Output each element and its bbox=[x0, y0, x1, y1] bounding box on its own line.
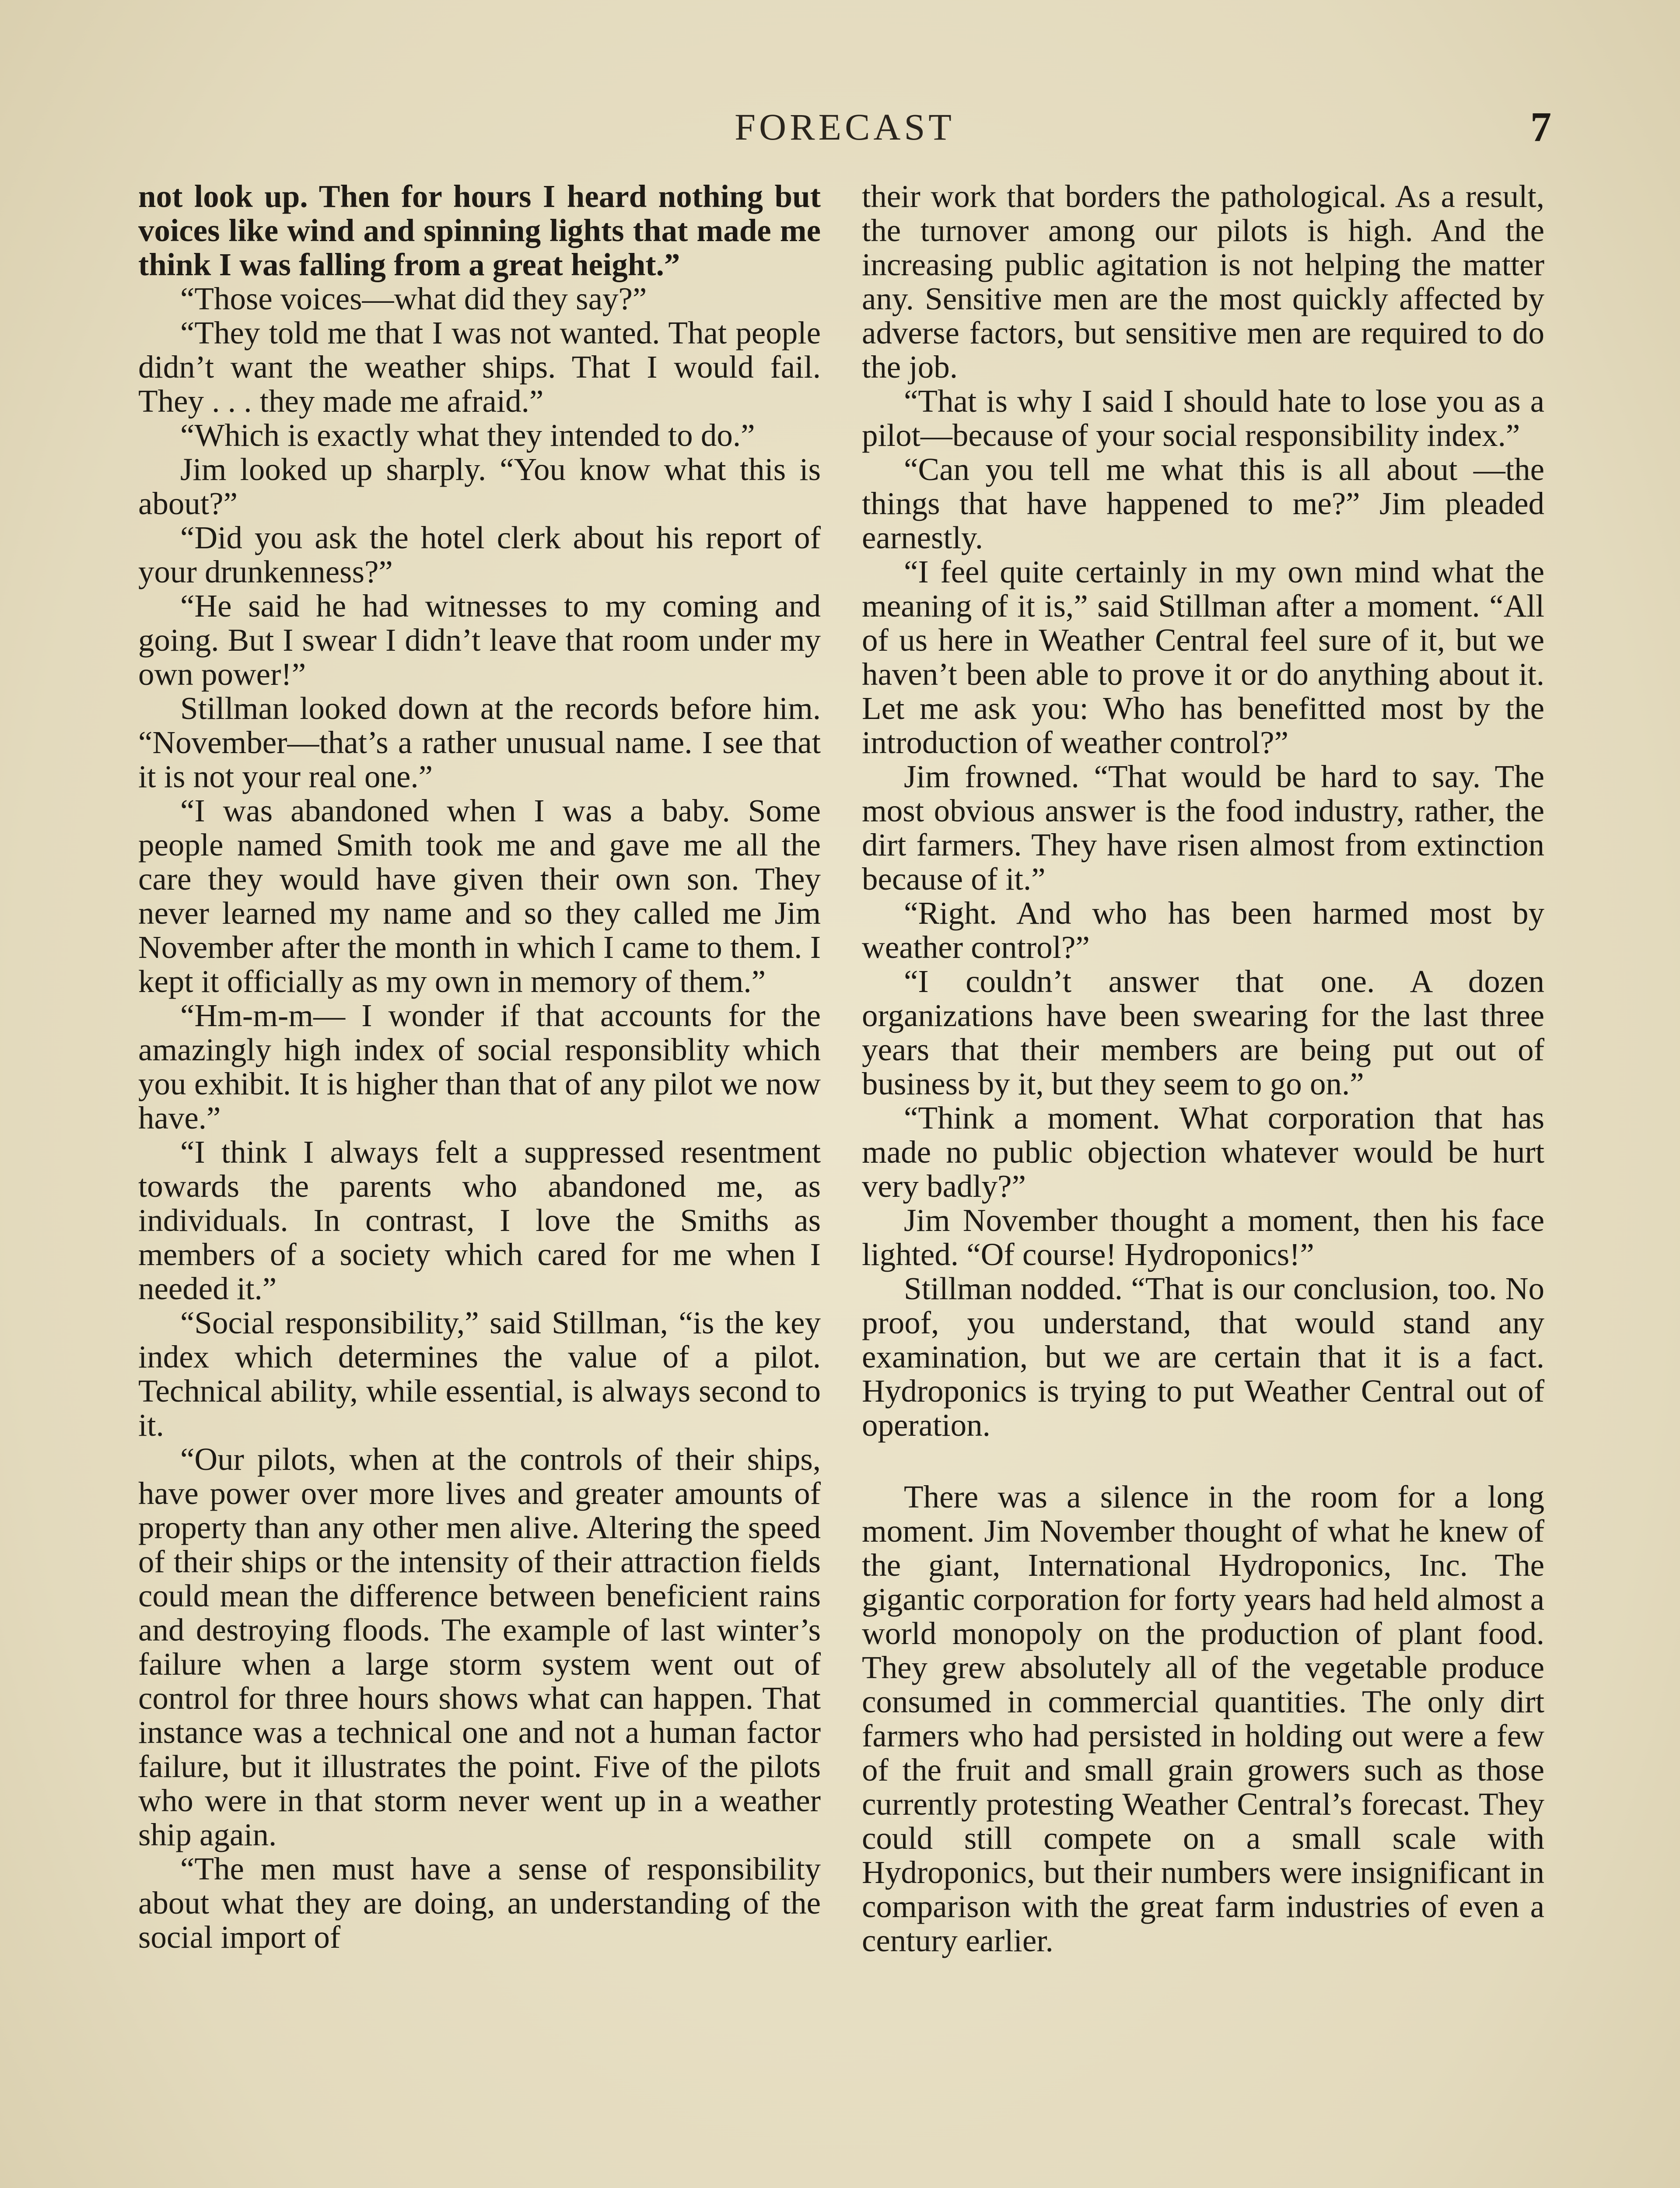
paragraph: Stillman nodded. “That is our conclusion, too. No proof, you understand, that would stand any examination, but we are certain that it is a fact. Hydroponics is trying to put Weather Central out of operation. bbox=[862, 1271, 1544, 1443]
left-text-column bbox=[138, 179, 821, 1954]
paragraph: Jim frowned. “That would be hard to say. The most obvious answer is the food industry, rather, the dirt farmers. They have risen almost from extinction because of it.” bbox=[862, 759, 1544, 897]
paragraph: “Did you ask the hotel clerk about his report of your drunkenness?” bbox=[138, 520, 821, 589]
paragraph: “Social responsibility,” said Stillman, “is the key index which determines the value of a pilot. Technical ability, while essential, is always second to it. bbox=[138, 1305, 821, 1443]
paragraph: “That is why I said I should hate to lose you as a pilot—because of your social responsibility index.” bbox=[862, 383, 1544, 453]
page-header bbox=[138, 105, 1551, 158]
paragraph: “They told me that I was not wanted. That people didn’t want the weather ships. That I would fail. They . . . they made me afraid.” bbox=[138, 315, 821, 419]
right-text-column bbox=[862, 179, 1544, 1958]
paragraph: “I think I always felt a suppressed resentment towards the parents who abandoned me, as individuals. In contrast, I love the Smiths as members of a society which cared for me when I needed it.” bbox=[138, 1134, 821, 1306]
paragraph: Jim looked up sharply. “You know what this is about?” bbox=[138, 452, 821, 521]
paragraph: “Our pilots, when at the controls of their ships, have power over more lives and greater amounts of property than any other men alive. Altering the speed of their ships or the intensity of their attraction fields could mean the difference between beneficient rains and destroying floods. The example of last winter’s failure when a large storm system went out of control for three hours shows what can happen. That instance was a technical one and not a human factor failure, but it illustrates the point. Five of the pilots who were in that storm never went up in a weather ship again. bbox=[138, 1441, 821, 1852]
paragraph: Stillman looked down at the records before him. “November—that’s a rather unusual name. I see that it is not your real one.” bbox=[138, 691, 821, 794]
paragraph: “Think a moment. What corporation that has made no public objection whatever would be hurt very badly?” bbox=[862, 1100, 1544, 1204]
paragraph: “The men must have a sense of responsibility about what they are doing, an understanding of the social import of bbox=[138, 1851, 821, 1955]
running-title: FORECAST bbox=[735, 106, 955, 148]
paragraph: “He said he had witnesses to my coming and going. But I swear I didn’t leave that room under my own power!” bbox=[138, 588, 821, 692]
paragraph: “Right. And who has been harmed most by weather control?” bbox=[862, 895, 1544, 965]
paragraph: Jim November thought a moment, then his face lighted. “Of course! Hydroponics!” bbox=[862, 1203, 1544, 1272]
paragraph: “I was abandoned when I was a baby. Some people named Smith took me and gave me all the care they would have given their own son. They never learned my name and so they called me Jim November after the month in which I came to them. I kept it officially as my own in memory of them.” bbox=[138, 793, 821, 999]
paragraph: “Those voices—what did they say?” bbox=[180, 281, 647, 316]
paragraph: “I feel quite certainly in my own mind what the meaning of it is,” said Stillman after a moment. “All of us here in Weather Central feel sure of it, but we haven’t been able to prove it or do anything about it. Let me ask you: Who has benefitted most by the introduction of weather control?” bbox=[862, 554, 1544, 760]
paragraph: their work that borders the pathological. As a result, the turnover among our pilots is high. And the increasing public agitation is not helping the matter any. Sensitive men are the most quickly affected by adverse factors, but sensitive men are required to do the job. bbox=[862, 179, 1544, 385]
paragraph: not look up. Then for hours I heard nothing but voices like wind and spinning lights that made me think I was falling from a great height.” bbox=[138, 179, 821, 282]
paragraph: “Can you tell me what this is all about —the things that have happened to me?” Jim pleaded earnestly. bbox=[862, 452, 1544, 555]
paragraph: “Which is exactly what they intended to do.” bbox=[180, 417, 755, 453]
paragraph: “I couldn’t answer that one. A dozen organizations have been swearing for the last three years that their members are being put out of business by it, but they seem to go on.” bbox=[862, 964, 1544, 1101]
paragraph: There was a silence in the room for a long moment. Jim November thought of what he knew of the giant, International Hydroponics, Inc. The gigantic corporation for forty years had held almost a world monopoly on the production of plant food. They grew absolutely all of the vegetable produce consumed in commercial quantities. The only dirt farmers who had persisted in holding out were a few of the fruit and small grain growers such as those currently protesting Weather Central’s forecast. They could still compete on a small scale with Hydroponics, but their numbers were insignificant in comparison with the great farm industries of even a century earlier. bbox=[862, 1479, 1544, 1958]
page-number: 7 bbox=[1530, 103, 1551, 150]
paragraph: “Hm-m-m— I wonder if that accounts for the amazingly high index of social responsiblity which you exhibit. It is higher than that of any pilot we now have.” bbox=[138, 998, 821, 1136]
